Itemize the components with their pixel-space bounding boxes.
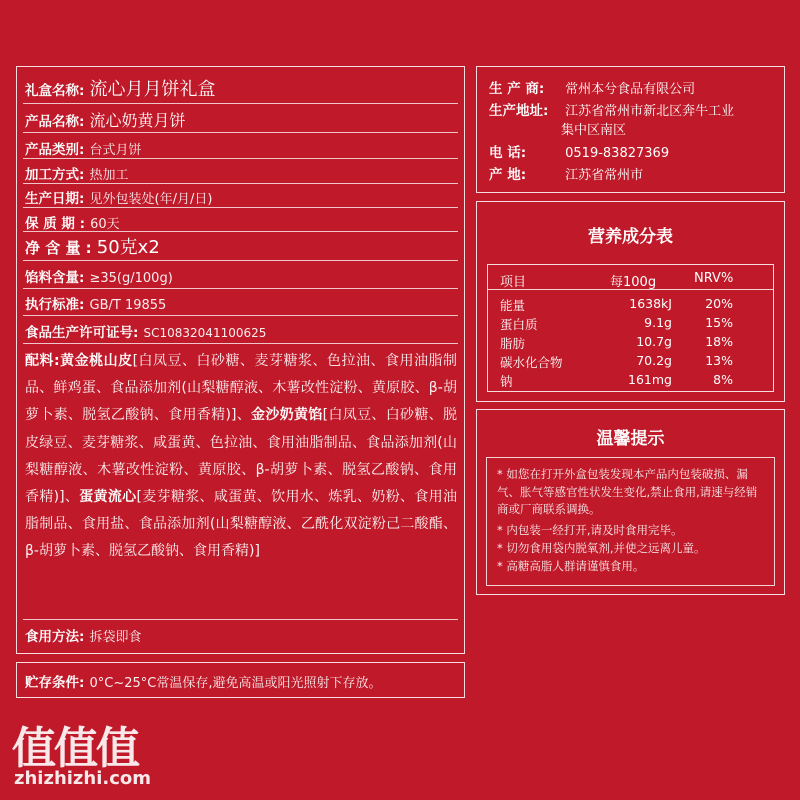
field-product-category: 产品类别: 台式月饼: [25, 142, 142, 158]
nutrition-title: 营养成分表: [588, 227, 673, 247]
field-producer: 生 产 商: 常州本兮食品有限公司: [489, 81, 696, 97]
ingredients-label: 配料:: [25, 353, 60, 369]
ingredient-part3-name: 蛋黄流心: [79, 489, 137, 506]
storage-panel: [16, 662, 465, 698]
field-shelf-life: 保 质 期 : 60天: [25, 216, 120, 232]
list-item: * 高糖高脂人群请谨慎食用。: [497, 559, 645, 573]
table-row: 钠 161mg 8%: [500, 372, 733, 389]
field-net-weight: 净 含 量 : 50克x2: [25, 237, 160, 258]
ingredients-text: 配料:黄金桃山皮[白凤豆、白砂糖、麦芽糖浆、色拉油、食用油脂制品、鲜鸡蛋、食品添加剂(山梨糖醇液、木薯改性淀粉、黄原胶、β-胡萝卜素、脱氢乙酸钠、食用香精)]、金沙奶黄馅[白凤豆、白砂糖、脱皮绿豆、麦芽糖浆、咸蛋黄、色拉油、食用油脂制品、食品添加剂(山梨糖醇液、木薯改性淀粉、黄原胶、β-胡萝卜素、脱氢乙酸钠、食用香精)]、蛋黄流心[麦芽糖浆、咸蛋黄、饮用水、炼乳、奶粉、食用油脂制品、食用盐、食品添加剂(山梨糖醇液、乙酰化双淀粉己二酸酯、β-胡萝卜素、脱氢乙酸钠、食用香精)]: [25, 353, 457, 560]
field-address: 生产地址: 江苏省常州市新北区奔牛工业: [489, 103, 735, 119]
list-item: * 内包装一经打开,请及时食用完毕。: [497, 523, 683, 537]
ingredient-part1-name: 黄金桃山皮: [59, 353, 133, 369]
field-product-name: 产品名称: 流心奶黄月饼: [25, 111, 186, 130]
table-row: 能量 1638kJ 20%: [500, 296, 733, 313]
field-usage: 食用方法: 拆袋即食: [25, 629, 142, 645]
gift-box-name-value: 流心月月饼礼盒: [89, 79, 216, 100]
watermark-url: zhizhizhi.com: [14, 768, 152, 789]
nutrition-panel: [476, 201, 785, 402]
tips-title: 温馨提示: [596, 429, 665, 449]
ingredient-part2-name: 金沙奶黄馅: [251, 407, 323, 424]
field-processing: 加工方式: 热加工: [25, 167, 129, 183]
field-production-date: 生产日期: 见外包装处(年/月/日): [25, 191, 213, 207]
field-phone: 电 话: 0519-83827369: [489, 145, 670, 161]
field-filling-content: 馅料含量: ≥35(g/100g): [25, 270, 173, 286]
table-row: 蛋白质 9.1g 15%: [500, 315, 733, 332]
field-standard: 执行标准: GB/T 19855: [25, 297, 167, 313]
manufacturer-panel: [476, 66, 785, 193]
tips-panel: [476, 409, 785, 595]
field-gift-box-name: 礼盒名称: 流心月月饼礼盒: [25, 79, 216, 100]
field-origin: 产 地: 江苏省常州市: [489, 167, 644, 183]
list-item: * 切勿食用袋内脱氧剂,并使之远离儿童。: [497, 541, 706, 555]
watermark-logo: 值值值: [12, 723, 138, 774]
table-row: 脂肪 10.7g 18%: [500, 334, 733, 351]
nutrition-table: [487, 264, 774, 392]
list-item: * 如您在打开外盒包装发现本产品内包装破损、漏气、胀气等感官性状发生变化,禁止食用,请速与经销商或厂商联系调换。: [497, 467, 758, 516]
tips-list: [486, 457, 775, 586]
table-row: 碳水化合物 70.2g 13%: [500, 353, 733, 370]
field-storage: 贮存条件: 0°C~25°C常温保存,避免高温或阳光照射下存放。: [25, 675, 382, 691]
field-license: 食品生产许可证号: SC10832041100625: [25, 325, 267, 341]
field-address-line2: 集中区南区: [561, 123, 627, 138]
nutrition-header-row: 项目 每100g NRV%: [500, 271, 734, 290]
product-info-panel: [16, 66, 465, 654]
